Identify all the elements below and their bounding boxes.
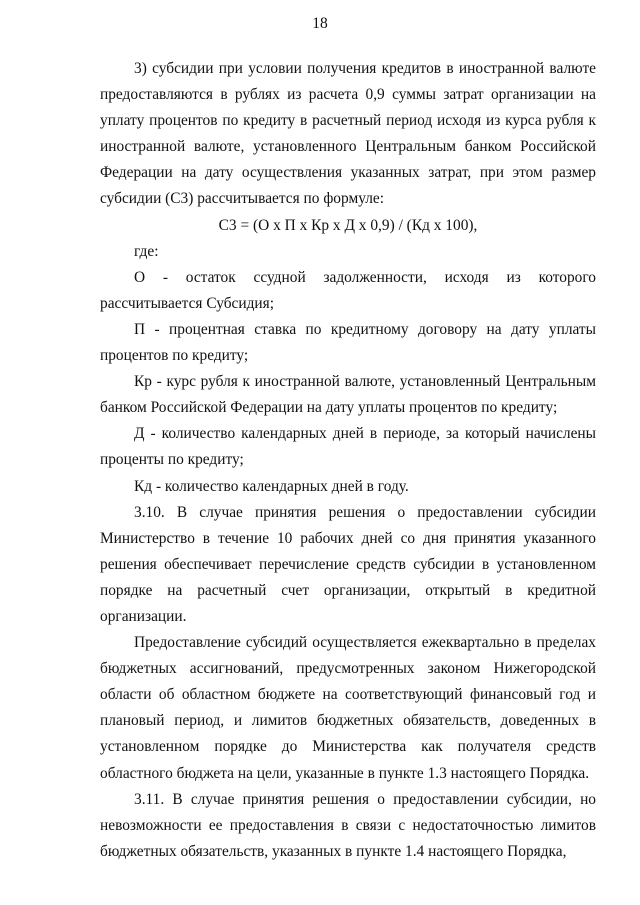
page-number: 18	[312, 15, 328, 32]
formula: С3 = (О х П х Кр х Д х 0,9) / (Кд х 100),	[218, 216, 478, 234]
section-3-10: 3.10. В случае принятия решения о предоставлении субсидии Министерство в течение 10 рабочих дней со дня принятия указанного решения обеспечивает перечисление средств субсидии в установленном порядке на расчетный счет организации, открытый в кредитной организации.	[100, 503, 596, 625]
section-3-11: 3.11. В случае принятия решения о предоставлении субсидии, но невозможности ее предоставления в связи с недостаточностью лимитов бюджетных обязательств, указанных в пункте 1.4 настоящего Порядка,	[100, 790, 596, 860]
paragraph-quarterly-provision: Предоставление субсидий осуществляется ежеквартально в пределах бюджетных ассигнований, предусмотренных законом Нижегородской области об областном бюджете на соответствующий финансовый год и плановый период, и лимитов бюджетных обязательств, доведенных в установленном порядке до Министерства как получателя средств областного бюджета на цели, указанные в пункте 1.3 настоящего Порядка.	[100, 634, 596, 782]
paragraph-subsidy-foreign-currency: 3) субсидии при условии получения кредитов в иностранной валюте предоставляются в рублях из расчета 0,9 суммы затрат организации на уплату процентов по кредиту в расчетный период исходя из курса рубля к иностранной валюте, установленного Центральным банком Российской Федерации на дату осуществления указанных затрат, при этом размер субсидии (С3) рассчитывается по формуле:	[100, 60, 596, 208]
definition-o: О - остаток ссудной задолженности, исходя из которого рассчитывается Субсидия;	[100, 268, 596, 312]
definition-kr: Кр - курс рубля к иностранной валюте, установленный Центральным банком Российской Федерации на дату уплаты процентов по кредиту;	[100, 373, 596, 417]
definition-kd: Кд - количество календарных дней в году.	[134, 477, 409, 495]
definition-d: Д - количество календарных дней в периоде, за который начислены проценты по кредиту;	[100, 425, 596, 469]
definition-p: П - процентная ставка по кредитному договору на дату уплаты процентов по кредиту;	[100, 320, 596, 365]
where-label: где:	[134, 242, 159, 260]
document-body	[100, 56, 596, 865]
